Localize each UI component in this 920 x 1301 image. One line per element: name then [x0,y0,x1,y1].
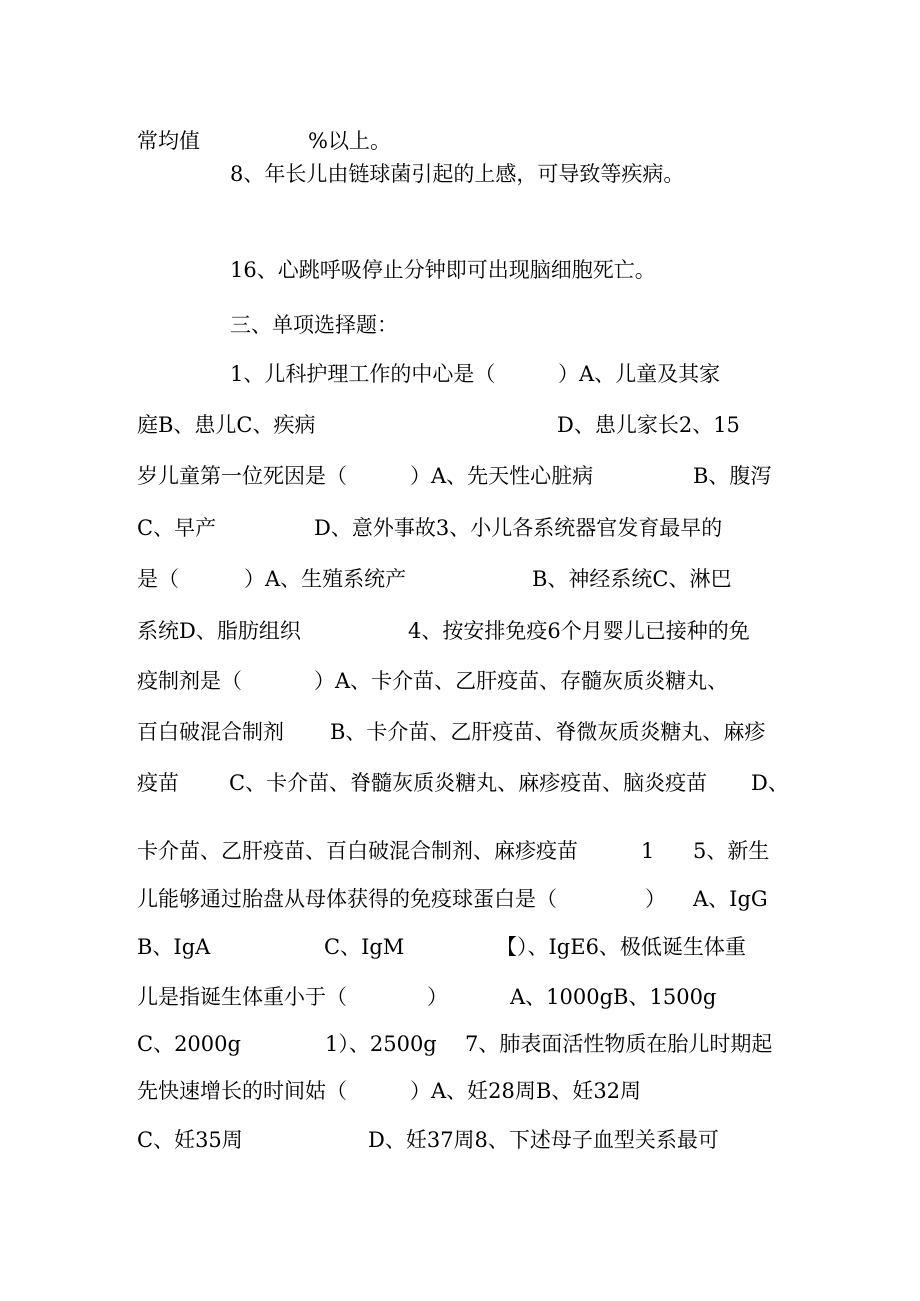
text-segment: A、IgG [693,887,768,911]
text-segment: D、意外事故3、小儿各系统器官发育最早的 [314,516,723,540]
text-segment: 7、肺表面活性物质在胎儿时期起 [465,1032,773,1056]
text-segment: 三、单项选择题： [230,313,398,337]
text-segment: ）A、生殖系统产 [244,567,407,591]
text-segment: 儿是指诞生体重小于（ [137,985,347,1009]
text-segment: C、早产 [137,516,217,540]
text-segment: 系统D、脂肪组织 [137,619,301,643]
text-segment: 1）、2500g [325,1032,437,1056]
text-segment: 是（ [137,567,179,591]
text-segment: ） [427,985,448,1009]
text-segment: ）A、卡介苗、乙肝疫苗、存髓灰质炎糖丸、 [314,669,729,693]
text-segment: 16、心跳呼吸停止分钟即可出现脑细胞死亡。 [230,258,656,282]
text-segment: 1 [641,839,655,863]
text-segment: 先快速增长的时间姑（ [137,1079,347,1103]
text-segment: A、1000gB、1500g [510,985,717,1009]
text-segment: 疫制剂是（ [137,669,242,693]
text-segment: ） [645,887,666,911]
text-segment: 岁儿童第一位死因是（ [137,464,347,488]
text-segment: ）A、妊28周B、妊32周 [410,1079,642,1103]
text-segment: 百白破混合制剂 [137,720,284,744]
text-segment: B、神经系统C、淋巴 [532,567,732,591]
text-segment: C、卡介苗、脊髓灰质炎糖丸、麻疹疫苗、脑炎疫苗 [229,771,708,795]
text-segment: C、妊35周 [137,1128,243,1152]
text-segment: 8、年长儿由链球菌引起的上感，可导致等疾病。 [230,162,685,186]
text-segment: 庭B、患儿C、疾病 [137,413,316,437]
text-segment: D、患儿家长2、15 [557,413,740,437]
text-segment: B、IgA [137,935,211,959]
text-line [230,161,685,239]
text-line [137,128,391,232]
text-segment: 1、儿科护理工作的中心是（ [230,362,496,386]
text-segment: ）A、儿童及其家 [558,362,721,386]
text-segment: D、妊37周8、下述母子血型关系最可 [368,1128,719,1152]
text-segment: D、 [751,771,789,795]
text-segment: B、卡介苗、乙肝疫苗、脊微灰质炎糖丸、麻疹 [330,720,766,744]
text-segment: 疫苗 [137,771,179,795]
text-segment: B、腹泻 [693,464,772,488]
text-segment: 4、按安排免疫6个月婴儿已接种的免 [408,619,750,643]
text-segment: %以上。 [308,129,391,153]
text-segment: C、IgM [324,935,405,959]
text-segment: 卡介苗、乙肝疫苗、百白破混合制剂、麻疹疫苗 [137,839,578,863]
text-segment: 常均值 [137,129,200,153]
text-segment: ）A、先天性心脏病 [410,464,594,488]
text-segment: 5、新生 [693,839,770,863]
text-segment: C、2000g [137,1032,241,1056]
text-segment: 儿能够通过胎盘从母体获得的免疫球蛋白是（ [137,887,557,911]
text-segment: 【）、IgE6、极低诞生体重 [496,935,746,959]
text-line [137,1127,719,1231]
